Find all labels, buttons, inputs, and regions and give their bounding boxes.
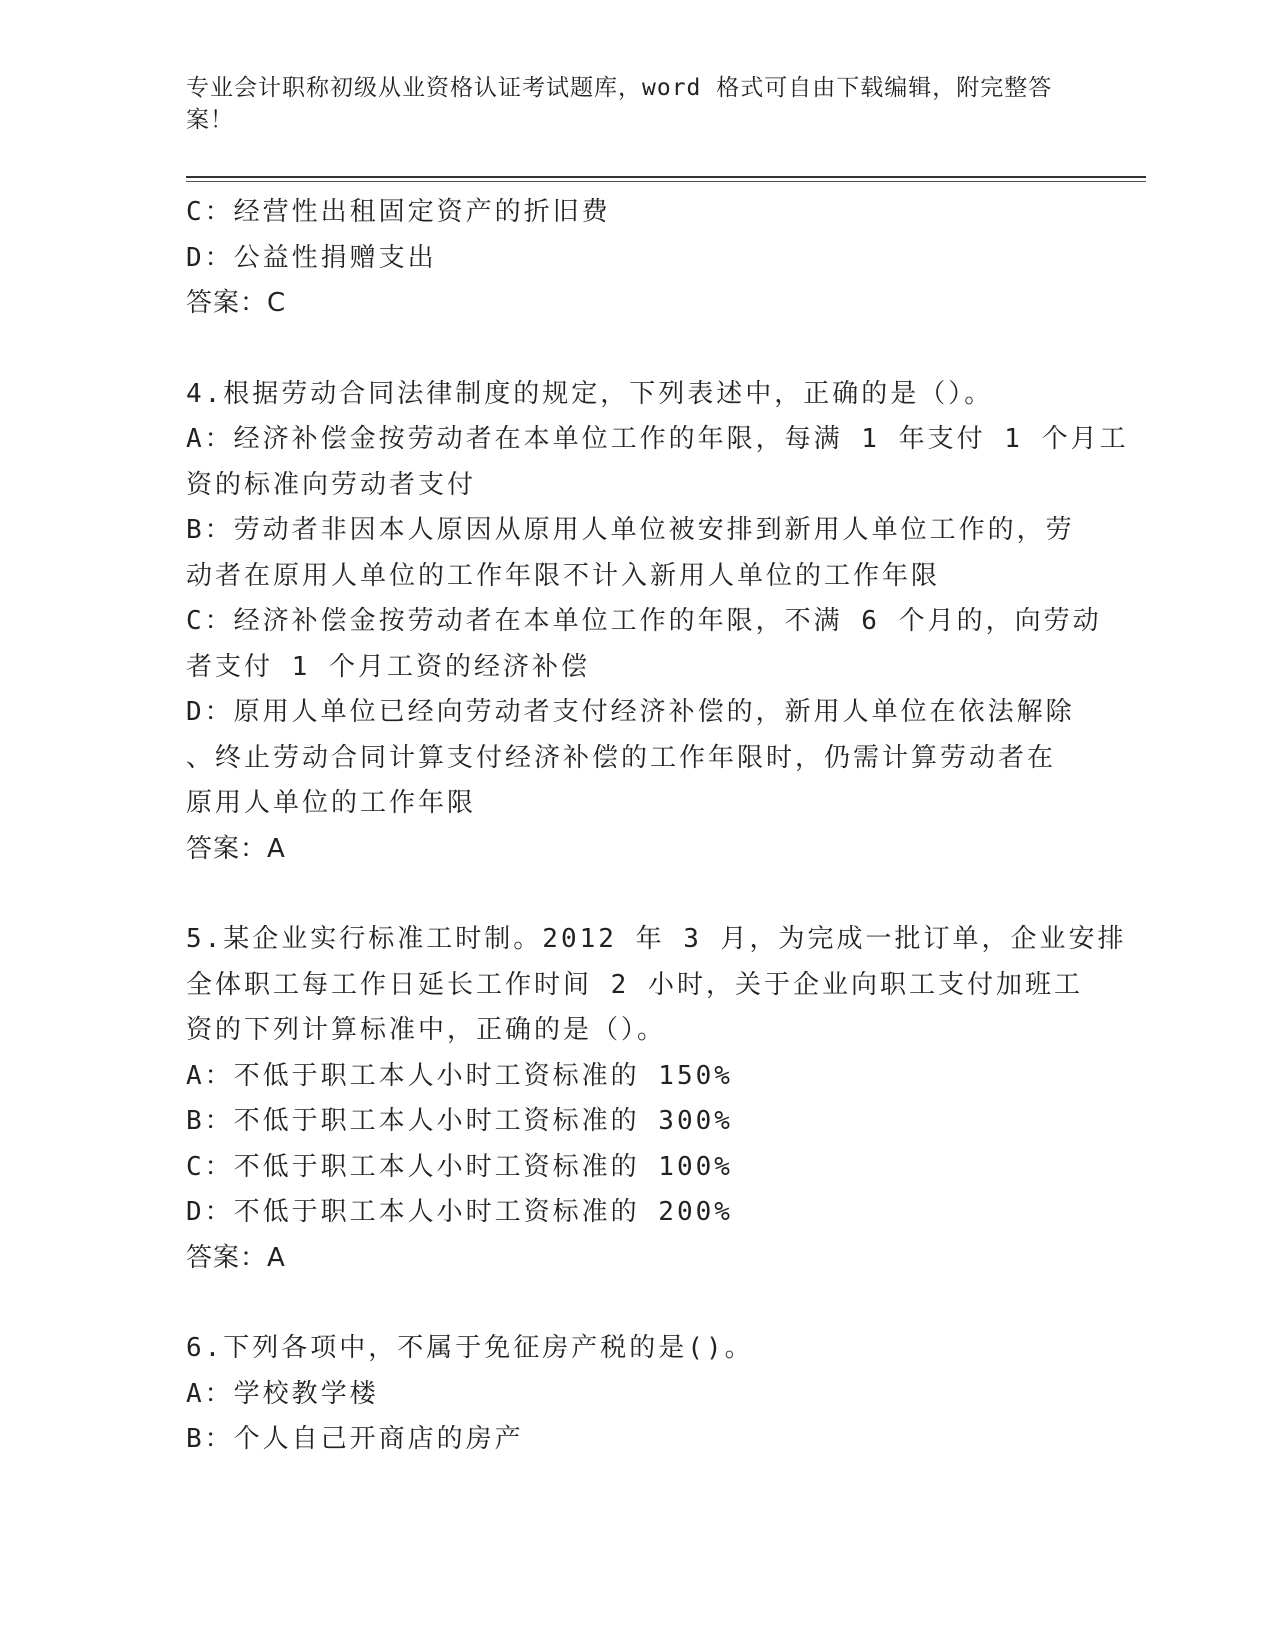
option-b: B：劳动者非因本人原因从原用人单位被安排到新用人单位工作的，劳	[186, 515, 1075, 545]
header-divider-thin	[186, 181, 1146, 182]
answer: 答案：C	[186, 288, 287, 318]
spacer	[186, 1281, 1066, 1326]
question-stem: 5.某企业实行标准工时制。2012 年 3 月，为完成一批订单，企业安排	[186, 924, 1127, 954]
option-d-cont: 原用人单位的工作年限	[186, 788, 477, 818]
answer: 答案：A	[186, 1242, 286, 1273]
option-a-cont: 资的标准向劳动者支付	[186, 469, 477, 500]
answer: 答案：A	[186, 833, 286, 864]
header-divider	[186, 176, 1146, 178]
option-b: B：不低于职工本人小时工资标准的 300%	[186, 1106, 733, 1136]
question-stem-cont: 资的下列计算标准中，正确的是（）。	[186, 1015, 667, 1045]
document-header	[186, 72, 1066, 136]
option-d: D：公益性捐赠支出	[186, 242, 437, 273]
spacer	[186, 872, 1066, 917]
option-c: C：不低于职工本人小时工资标准的 100%	[186, 1151, 733, 1182]
option-d: D：原用人单位已经向劳动者支付经济补偿的，新用人单位在依法解除	[186, 697, 1075, 727]
option-d-cont: 、终止劳动合同计算支付经济补偿的工作年限时，仍需计算劳动者在	[186, 742, 1057, 773]
spacer	[186, 327, 1066, 372]
option-b: B：个人自己开商店的房产	[186, 1424, 524, 1454]
question-stem: 4.根据劳动合同法律制度的规定，下列表述中，正确的是（）。	[186, 378, 994, 409]
option-d: D：不低于职工本人小时工资标准的 200%	[186, 1197, 733, 1227]
question-body	[186, 190, 1129, 1463]
option-a: A：经济补偿金按劳动者在本单位工作的年限，每满 1 年支付 1 个月工	[186, 424, 1129, 454]
option-b-cont: 动者在原用人单位的工作年限不计入新用人单位的工作年限	[186, 560, 941, 591]
option-c: C：经济补偿金按劳动者在本单位工作的年限，不满 6 个月的，向劳动	[186, 606, 1102, 636]
question-stem-cont: 全体职工每工作日延长工作时间 2 小时，关于企业向职工支付加班工	[186, 969, 1083, 1000]
header-line: 案！	[186, 107, 234, 133]
question-stem: 6.下列各项中，不属于免征房产税的是()。	[186, 1333, 754, 1363]
option-c: C：经营性出租固定资产的折旧费	[186, 197, 611, 227]
option-a: A：学校教学楼	[186, 1378, 379, 1409]
option-a: A：不低于职工本人小时工资标准的 150%	[186, 1060, 733, 1091]
option-c-cont: 者支付 1 个月工资的经济补偿	[186, 651, 590, 682]
header-line: 专业会计职称初级从业资格认证考试题库，word 格式可自由下载编辑，附完整答	[186, 75, 1053, 101]
